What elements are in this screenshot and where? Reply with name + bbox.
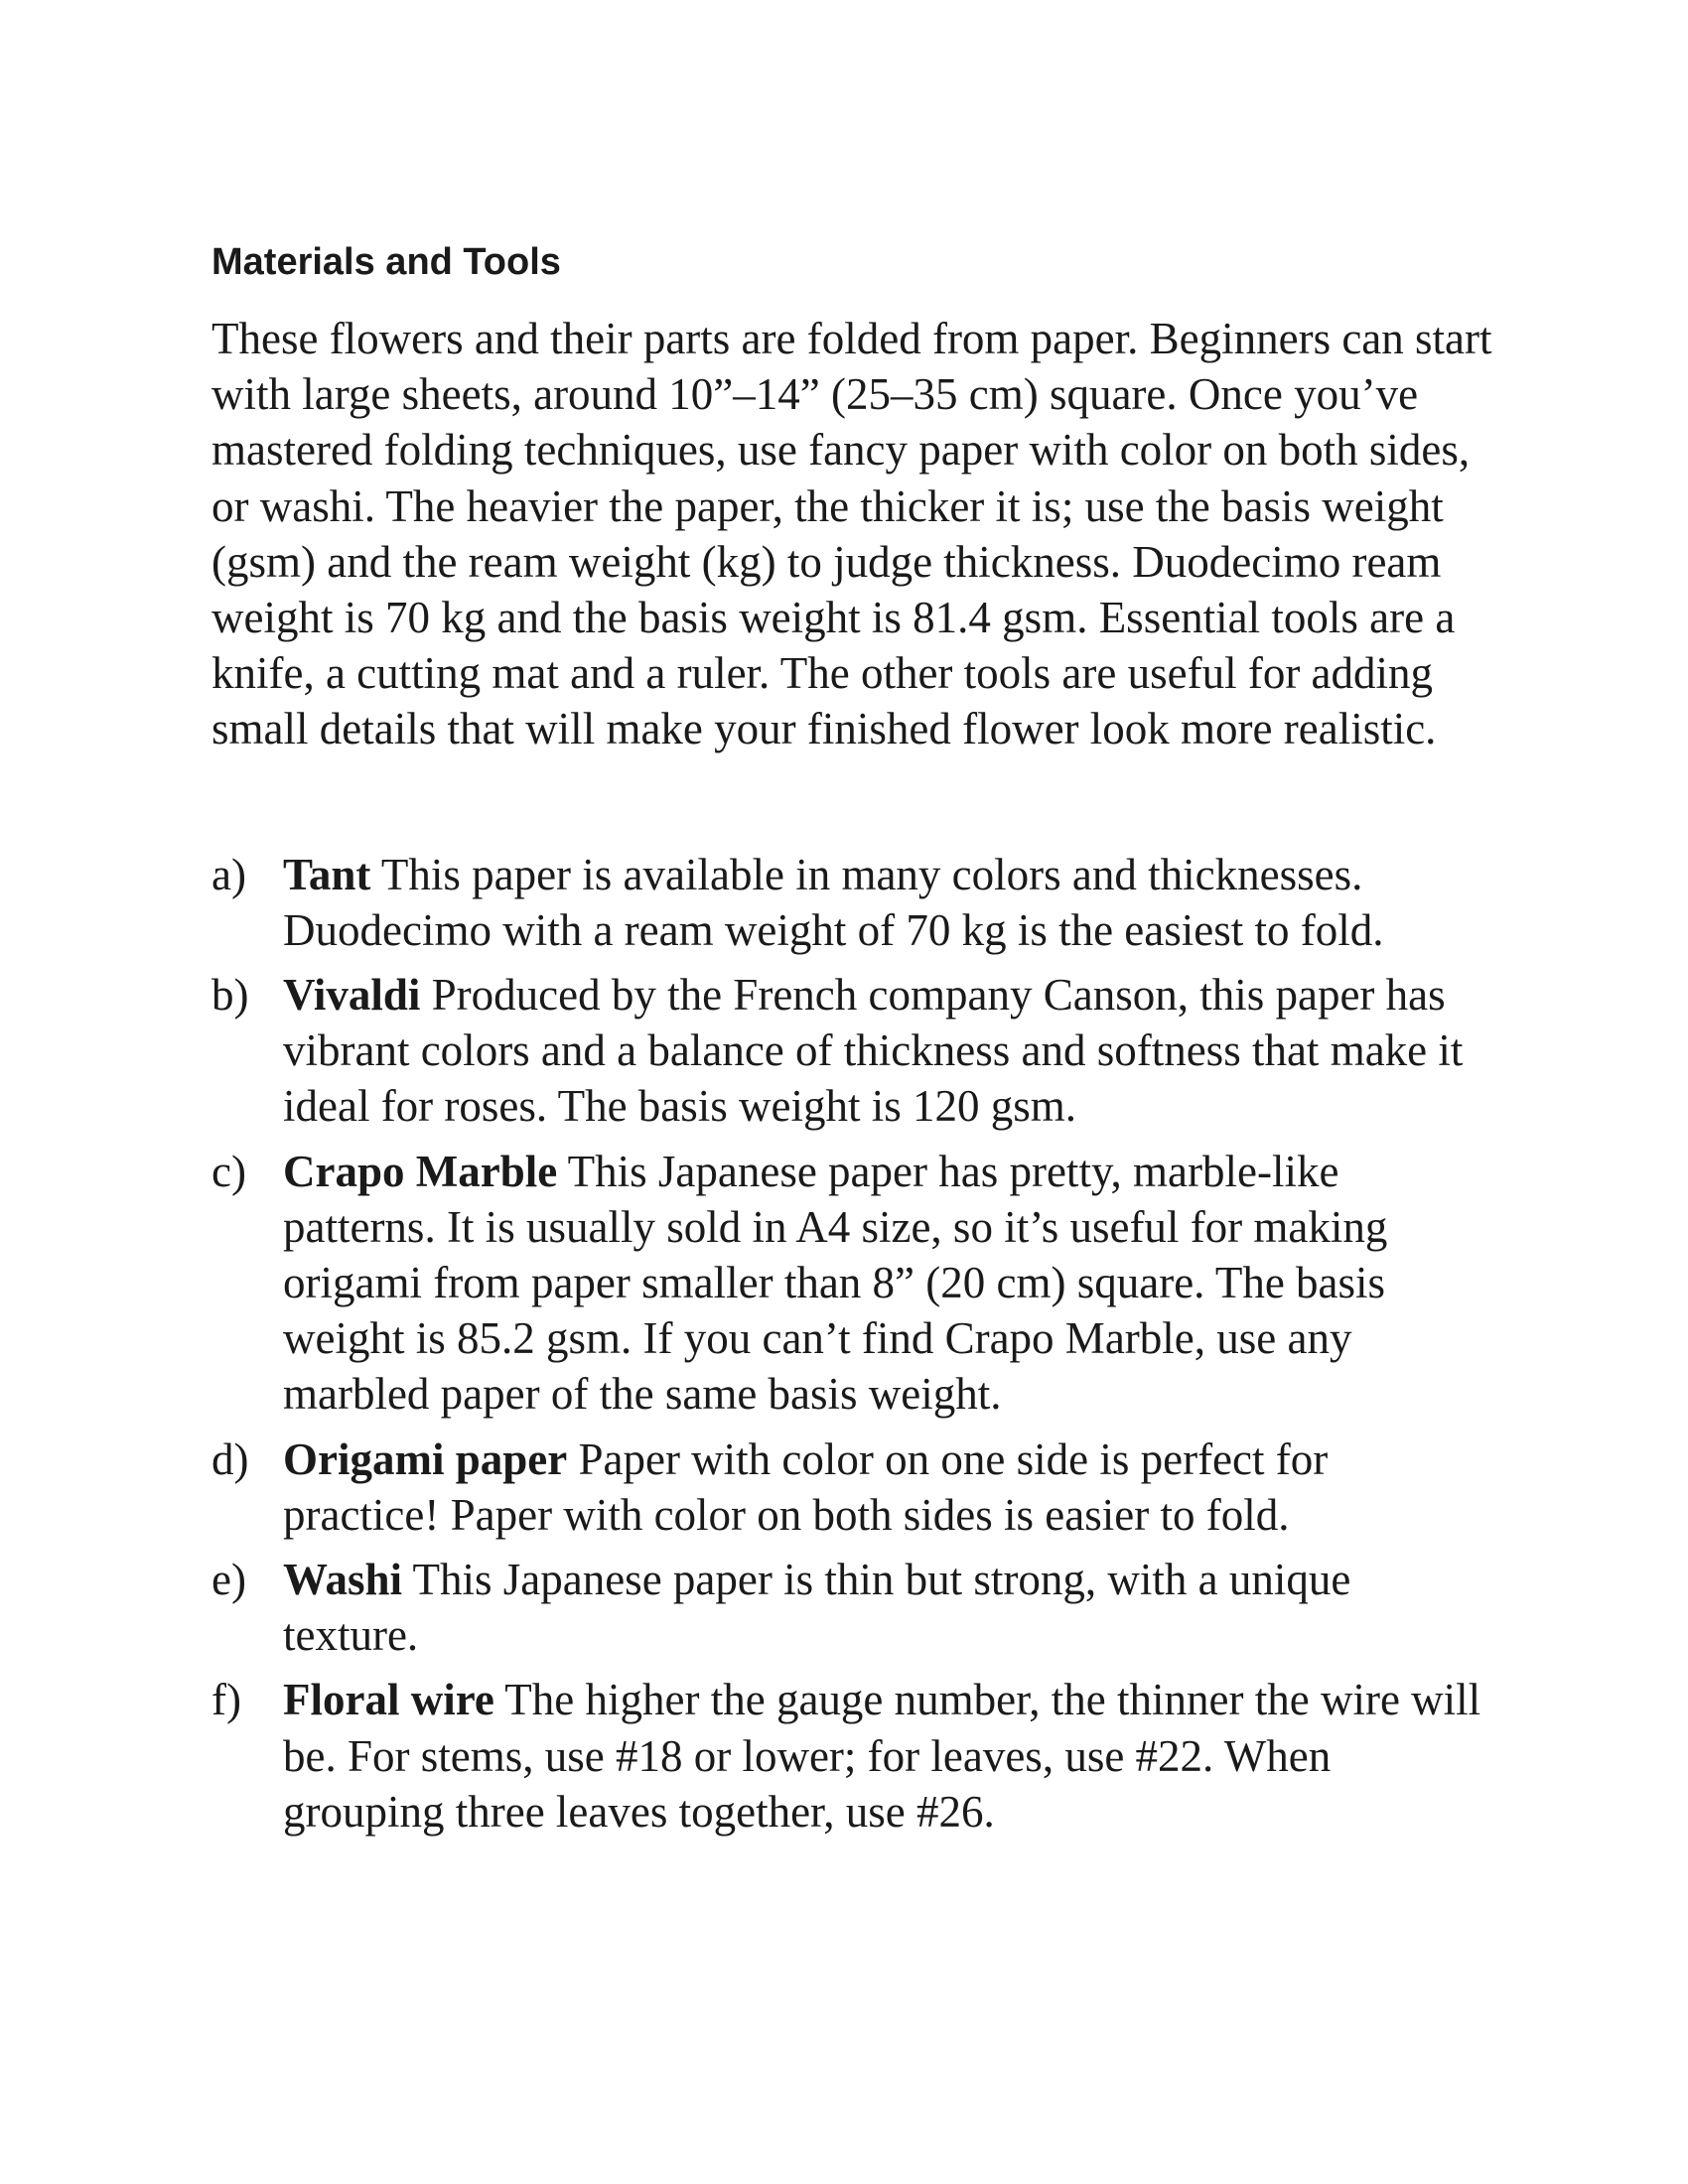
list-item-text: This Japanese paper has pretty, marble-like patterns. It is usually sold in A4 size, so it’s useful for making origami from paper smaller than 8” (20 cm) square. The basis weight is 85.2 gsm. If you can’t find Crapo Marble, use any marbled paper of the same basis weight.	[283, 1146, 1388, 1420]
list-item-text: This Japanese paper is thin but strong, with a unique texture.	[283, 1555, 1351, 1661]
list-item-vivaldi	[211, 967, 1494, 1135]
list-item-origami-paper	[211, 1432, 1494, 1543]
list-item-crapo-marble	[211, 1144, 1494, 1423]
list-item-letter: c)	[211, 1146, 246, 1196]
list-item-term: Washi	[283, 1555, 403, 1605]
list-item-letter: b)	[211, 970, 249, 1021]
intro-paragraph: These flowers and their parts are folded from paper. Beginners can start with large sheets, around 10”–14” (25–35 cm) square. Once you’ve mastered folding techniques, use fancy paper with color on both sides, or washi. The heavier the paper, the thicker it is; use the basis weight (gsm) and the ream weight (kg) to judge thickness. Duodecimo ream weight is 70 kg and the basis weight is 81.4 gsm. Essential tools are a knife, a cutting mat and a ruler. The other tools are useful for adding small details that will make your finished flower look more realistic.	[211, 314, 1492, 754]
list-item-term: Floral wire	[283, 1675, 494, 1725]
list-item-letter: d)	[211, 1433, 249, 1484]
document-page	[211, 236, 1502, 1848]
list-item-washi	[211, 1552, 1494, 1663]
materials-list	[211, 847, 1502, 1840]
list-item-letter: e)	[211, 1555, 246, 1605]
list-item-tant	[211, 847, 1494, 958]
list-item-term: Crapo Marble	[283, 1146, 558, 1196]
list-item-term: Vivaldi	[283, 970, 421, 1021]
section-heading: Materials and Tools	[211, 241, 561, 283]
list-item-floral-wire	[211, 1672, 1494, 1840]
list-item-text: The higher the gauge number, the thinner the wire will be. For stems, use #18 or lower; for leaves, use #22. When grouping three leaves together, use #26.	[283, 1675, 1481, 1837]
list-item-text: Paper with color on one side is perfect for practice! Paper with color on both sides is easier to fold.	[283, 1433, 1329, 1540]
list-item-text: Produced by the French company Canson, this paper has vibrant colors and a balance of thickness and softness that make it ideal for roses. The basis weight is 120 gsm.	[283, 970, 1464, 1132]
list-item-letter: f)	[211, 1675, 241, 1725]
list-item-term: Tant	[283, 849, 371, 899]
list-item-text: This paper is available in many colors and thicknesses. Duodecimo with a ream weight of 70 kg is the easiest to fold.	[283, 849, 1384, 955]
list-item-term: Origami paper	[283, 1433, 568, 1484]
list-item-letter: a)	[211, 849, 246, 899]
